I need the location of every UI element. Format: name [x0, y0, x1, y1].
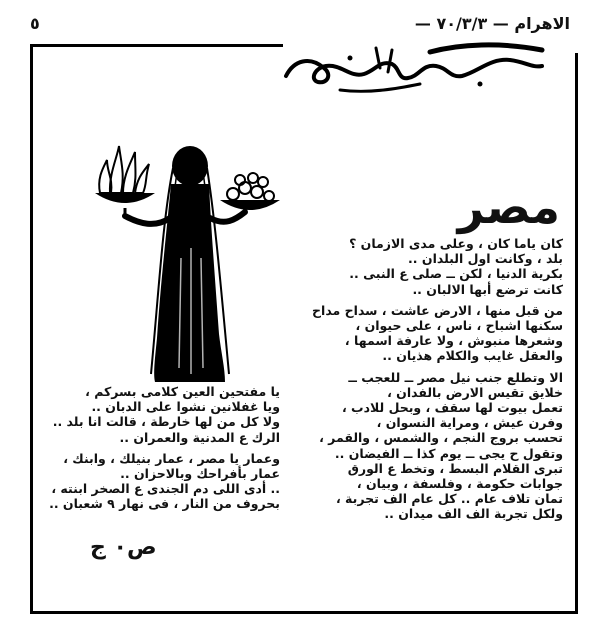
poem-line: ويا غفلانين نشوا على الدبان .. [91, 399, 280, 415]
poem-line: بكرية الدنيا ، لكن ــ صلى ع النبى .. [349, 266, 563, 282]
poem-line: عمار بأفراحك وبالاحزان .. [120, 466, 280, 482]
header-text: الاهرام — ٧٠/٣/٣ — [414, 14, 570, 33]
poem-line: خلايق تقيس الارض بالفدان ، [387, 384, 563, 400]
poem-line: وعمار يا مصر ، عمار بنيلك ، وابنك ، [63, 450, 280, 466]
poem-line: تبرى القلام البسط ، وتخط ع الورق [347, 460, 563, 476]
poem-left-column [45, 384, 280, 512]
fruit-plate-icon [220, 173, 280, 210]
poem-line: ولكل تجربة الف الف ميدان .. [384, 506, 563, 522]
flame-bowl-icon [95, 146, 155, 216]
poem-line: تعمل بيوت لها سقف ، وبحل للادب ، [341, 400, 563, 416]
author-initials: ص٠ ج [90, 535, 157, 560]
poem-line: كانت ترضع أبها الالبان .. [412, 281, 563, 297]
poem-line: وشعرها منبوش ، ولا عارفة اسمها ، [344, 333, 563, 349]
poem-line: من قبل منها ، الارض عاشت ، سداح مداح [312, 302, 563, 318]
poem-line: ولا كل من لها خارطة ، قالت انا بلد .. [52, 414, 280, 430]
poem-line: بلد ، وكانت اول البلدان .. [408, 251, 563, 267]
page-number: ٥ [30, 14, 40, 33]
woman-offering-illustration [85, 138, 295, 388]
poem-line: سكنها اشباح ، ناس ، على حيوان ، [355, 318, 563, 334]
poem-line: .. أدى اللى دم الجندى ع الصخر ابنته ، [51, 481, 280, 497]
poem-line: الرك ع المدنية والعمران .. [119, 429, 280, 445]
poem-line: وفرن عيش ، ومراية النسوان ، [376, 415, 563, 431]
poem-line: وتقول ح يجى ــ يوم كذا ــ الفيضان .. [334, 445, 563, 461]
article-title: مصر [457, 180, 560, 234]
poem-right-column [313, 236, 563, 522]
signature-logo [280, 38, 550, 96]
page-header [30, 14, 570, 36]
poem-line: كان ياما كان ، وعلى مدى الازمان ؟ [349, 236, 563, 251]
poem-line: والعقل غايب والكلام هذيان .. [382, 348, 563, 364]
poem-line: تحسب بروج النجم ، والشمس ، والقمر ، [319, 430, 563, 446]
poem-line: يا مفتحين العين كلامى بسركم ، [85, 384, 280, 399]
poem-line: جوابات حكومة ، وفلسفة ، وبيان ، [356, 476, 563, 492]
poem-line: الا وتطلع جنب نيل مصر ــ للعجب ــ [348, 369, 563, 385]
poem-line: بحروف من النار ، فى نهار ٩ شعبان .. [49, 496, 280, 512]
poem-line: تمان تلاف عام .. كل عام الف تجربة ، [335, 491, 563, 507]
